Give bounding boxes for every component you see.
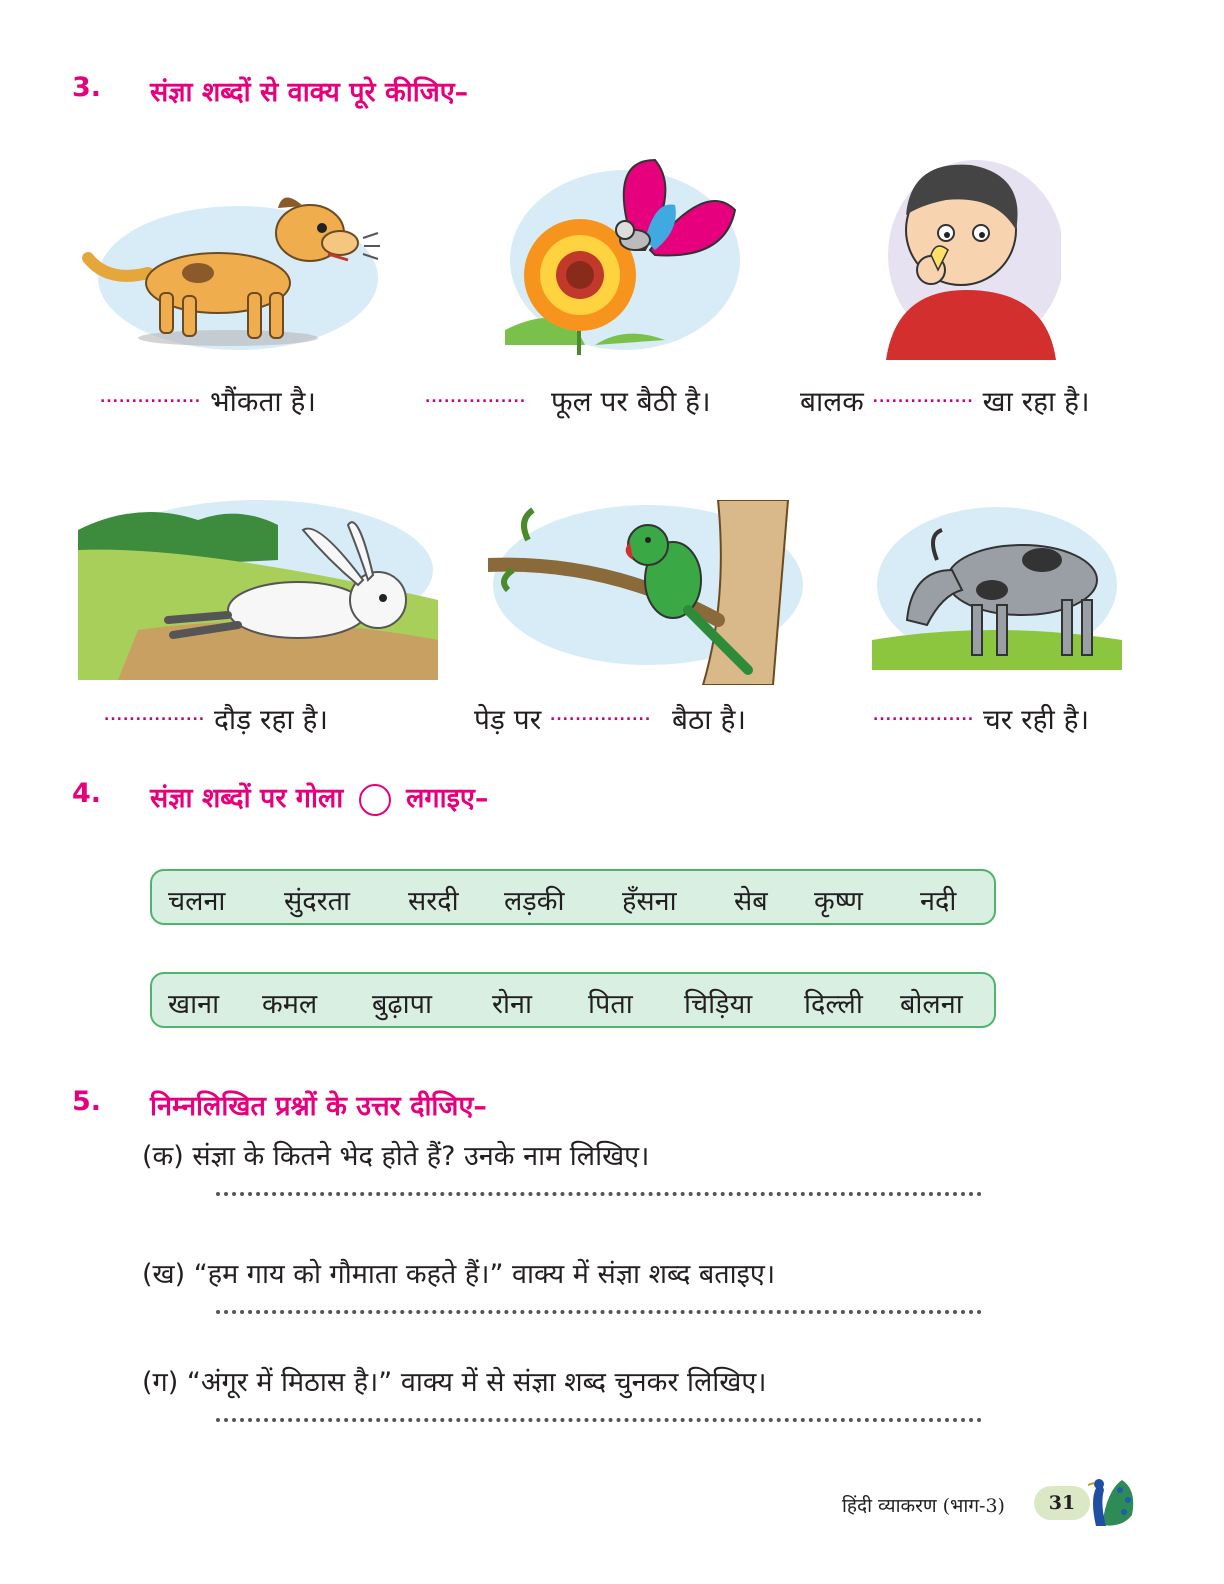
word-option[interactable]: पिता [588,989,633,1020]
caption-before: पेड़ पर [474,703,542,736]
section3-title: संज्ञा शब्दों से वाक्य पूरे कीजिए– [150,77,469,108]
blank-dots: ................ [550,708,652,724]
section4-heading [72,778,672,818]
word-option[interactable]: रोना [492,989,533,1020]
dog-illustration [78,188,388,358]
word-box-row2 [150,972,996,1028]
caption-parrot [474,700,746,738]
section3-number: 3. [72,72,102,103]
section5-number: 5. [72,1086,102,1117]
section4-title-after: लगाइए– [406,783,489,814]
word-option[interactable]: लड़की [504,886,565,917]
word-option[interactable]: बुढ़ापा [372,989,432,1020]
word-option[interactable]: कृष्ण [814,886,863,917]
word-option[interactable]: नदी [920,886,957,917]
caption-goat [873,700,1089,738]
word-option[interactable]: दिल्ली [804,989,863,1020]
answer-line[interactable] [216,1192,982,1196]
caption-text: चर रही है। [983,703,1090,736]
blank-dots: ................ [100,390,202,406]
section4-title-before: संज्ञा शब्दों पर गोला [150,783,344,814]
word-option[interactable]: हँसना [622,886,677,917]
blank-dots: ................ [872,390,974,406]
caption-text: खा रहा है। [982,385,1090,418]
question-kha [142,1254,775,1291]
question-text: “हम गाय को गौमाता कहते हैं।” वाक्य में संज्ञा शब्द बताइए। [193,1259,776,1290]
rabbit-illustration [78,490,438,680]
section5-title: निम्नलिखित प्रश्नों के उत्तर दीजिए– [150,1091,487,1122]
parrot-illustration [488,500,808,685]
answer-line[interactable] [216,1310,982,1314]
word-option[interactable]: बोलना [900,989,963,1020]
word-option[interactable]: सेब [734,886,768,917]
caption-text: दौड़ रहा है। [214,703,328,736]
question-label: (ख) [142,1259,186,1290]
answer-line[interactable] [216,1418,982,1422]
boy-eating-illustration [876,155,1061,360]
question-label: (ग) [142,1367,179,1398]
word-option[interactable]: चलना [168,886,226,917]
page-number: 31 [1034,1486,1090,1520]
question-text: “अंगूर में मिठास है।” वाक्य में से संज्ञा शब्द चुनकर लिखिए। [186,1367,767,1398]
caption-before: बालक [800,385,864,418]
word-option[interactable]: कमल [262,989,318,1020]
caption-text: बैठा है। [672,703,746,736]
section4-number: 4. [72,778,102,809]
caption-boy [800,382,1090,420]
question-text: संज्ञा के कितने भेद होते हैं? उनके नाम लिखिए। [192,1141,650,1172]
circle-icon [359,784,391,816]
caption-dog [100,382,316,420]
word-box-row1 [150,869,996,925]
question-label: (क) [142,1141,184,1172]
caption-butterfly [425,382,711,420]
word-option[interactable]: सरदी [408,886,459,917]
butterfly-flower-illustration [505,150,745,360]
blank-dots: ................ [425,390,527,406]
caption-text: फूल पर बैठी है। [551,385,711,418]
word-option[interactable]: चिड़िया [684,989,753,1020]
goat-illustration [872,500,1122,680]
blank-dots: ................ [104,708,206,724]
caption-text: भौंकता है। [210,385,317,418]
book-title: हिंदी व्याकरण (भाग-3) [842,1495,1005,1517]
section3-heading [72,72,672,112]
question-ka [142,1136,649,1173]
section5-heading [72,1086,772,1126]
question-ga [142,1362,767,1399]
caption-rabbit [104,700,328,738]
blank-dots: ................ [873,708,975,724]
word-option[interactable]: खाना [168,989,220,1020]
peacock-icon [1082,1470,1138,1530]
word-option[interactable]: सुंदरता [284,886,351,917]
